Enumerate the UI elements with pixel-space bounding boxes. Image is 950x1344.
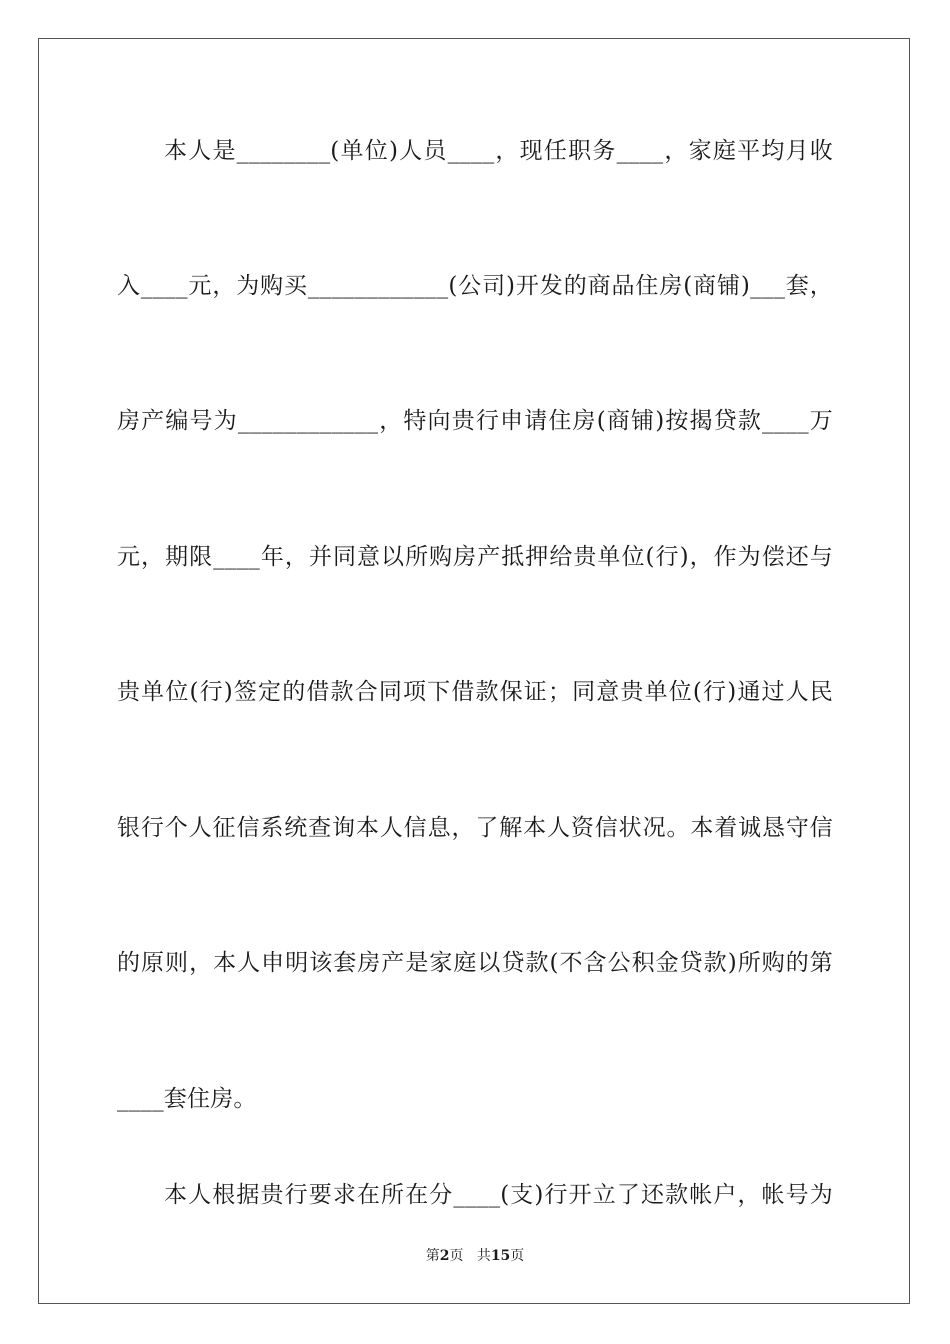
total-suffix: 页 (510, 1248, 525, 1264)
page-footer (0, 1247, 950, 1265)
body-text-line: 银行个人征信系统查询本人信息，了解本人资信状况。本着诚恳守信 (117, 815, 833, 841)
body-text-line: 贵单位(行)签定的借款合同项下借款保证；同意贵单位(行)通过人民 (117, 679, 833, 705)
body-text-line: ____套住房。 (117, 1086, 257, 1112)
body-text-line: 本人是________(单位)人员____，现任职务____，家庭平均月收 (164, 138, 833, 164)
body-text-line: 房产编号为____________，特向贵行申请住房(商铺)按揭贷款____万 (117, 408, 833, 434)
page-suffix: 页 (449, 1248, 464, 1264)
page-prefix: 第 (425, 1248, 440, 1264)
body-text-line: 元，期限____年，并同意以所购房产抵押给贵单位(行)，作为偿还与 (117, 544, 833, 570)
total-pages: 15 (490, 1248, 511, 1264)
body-text-line: 的原则，本人申明该套房产是家庭以贷款(不含公积金贷款)所购的第 (117, 950, 833, 976)
page-number: 2 (439, 1248, 450, 1264)
body-text-line: 本人根据贵行要求在所在分____(支)行开立了还款帐户，帐号为 (164, 1182, 833, 1208)
body-text-line: 入____元，为购买____________(公司)开发的商品住房(商铺)___套， (117, 273, 833, 299)
page-border (38, 38, 910, 1304)
total-prefix: 共 (476, 1248, 491, 1264)
